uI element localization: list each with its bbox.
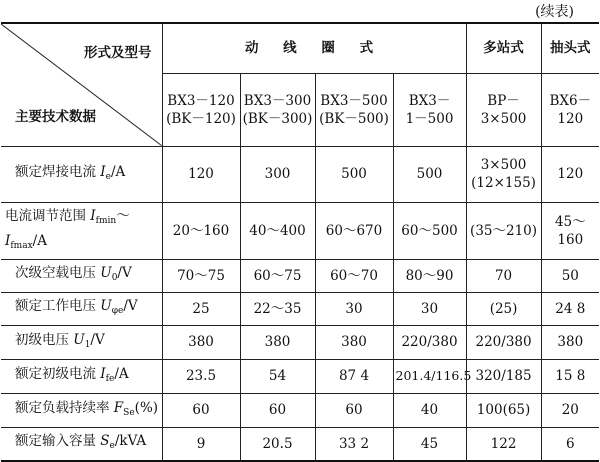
- value-cell: 60～500: [393, 202, 466, 259]
- value-cell: 6: [541, 427, 599, 461]
- value-cell: 54: [240, 359, 315, 393]
- value-cell: 500: [315, 146, 393, 202]
- value-cell: 87 4: [315, 359, 393, 393]
- row-label: 额定初级电流 $I_{fe}/A$: [1, 359, 162, 393]
- table-row: [1, 427, 599, 461]
- model-cell: [240, 73, 315, 146]
- value-cell: 380: [315, 325, 393, 359]
- group-header-row: [1, 23, 599, 73]
- value-cell: 30: [393, 292, 466, 325]
- group-tapped: 抽头式: [541, 23, 599, 73]
- value-cell: 60: [162, 393, 240, 427]
- model-line1: BP－: [487, 92, 520, 109]
- row-label: 额定焊接电流 $I_e/A$: [1, 146, 162, 202]
- row-label: 额定输入容量 $S_e$/kVA: [1, 427, 162, 461]
- value-cell: 300: [240, 146, 315, 202]
- corner-bottom-label: 主要技术数据: [15, 108, 96, 125]
- row-label: 次级空载电压 $U_0/V$: [1, 259, 162, 292]
- value-cell: 33 2: [315, 427, 393, 461]
- value-cell: 50: [541, 259, 599, 292]
- model-cell: [315, 73, 393, 146]
- model-line1: BX6－: [549, 92, 592, 109]
- corner-header-cell: [1, 23, 162, 146]
- table-row: [1, 325, 599, 359]
- value-cell: 40: [393, 393, 466, 427]
- model-cell: [541, 73, 599, 146]
- value-cell: 120: [162, 146, 240, 202]
- welder-spec-table: [1, 22, 599, 462]
- value-cell: 70～75: [162, 259, 240, 292]
- group-moving-coil: 动 线 圈 式: [162, 23, 466, 73]
- model-line1: BX3－120: [167, 92, 235, 109]
- value-cell: 60: [240, 393, 315, 427]
- model-line2: (BK－120): [166, 110, 236, 127]
- value-cell: 122: [466, 427, 541, 461]
- model-line1: BX3－500: [320, 92, 388, 109]
- value-cell: 20.5: [240, 427, 315, 461]
- value-cell: 30: [315, 292, 393, 325]
- value-cell: 15 8: [541, 359, 599, 393]
- model-line1: BX3－: [408, 92, 451, 109]
- value-cell: 60: [315, 393, 393, 427]
- value-cell: 120: [541, 146, 599, 202]
- value-cell: 60～70: [315, 259, 393, 292]
- row-label: 额定工作电压 $U_{\varphi e}/V$: [1, 292, 162, 325]
- value-cell: 20～160: [162, 202, 240, 259]
- value-cell: 40～400: [240, 202, 315, 259]
- value-cell: 45～160: [541, 202, 599, 259]
- model-cell: [466, 73, 541, 146]
- model-cell: [162, 73, 240, 146]
- value-cell: 24 8: [541, 292, 599, 325]
- group-multi-station: 多站式: [466, 23, 541, 73]
- value-cell: 20: [541, 393, 599, 427]
- value-cell: 70: [466, 259, 541, 292]
- table-row: [1, 292, 599, 325]
- corner-top-label: 形式及型号: [84, 45, 152, 61]
- value-cell: (35～210): [466, 202, 541, 259]
- row-label: 初级电压 $U_1/V$: [1, 325, 162, 359]
- value-cell: 380: [541, 325, 599, 359]
- table-row: [1, 359, 599, 393]
- model-line2: (BK－300): [242, 110, 313, 127]
- model-line2: 3×500: [480, 110, 527, 127]
- value-cell: 220/380: [466, 325, 541, 359]
- value-cell: 60～75: [240, 259, 315, 292]
- table-row: [1, 202, 599, 259]
- value-cell: 23.5: [162, 359, 240, 393]
- continued-label: (续表): [535, 4, 574, 20]
- value-cell: 60～670: [315, 202, 393, 259]
- model-line2: (BK－500): [319, 110, 389, 127]
- model-line2: 1－500: [405, 110, 454, 127]
- value-cell: 380: [162, 325, 240, 359]
- model-line2: 120: [557, 110, 584, 127]
- model-cell: [393, 73, 466, 146]
- model-line1: BX3－300: [243, 92, 312, 109]
- row-label: 电流调节范围 $I_{fmin}\sim$ $I_{fmax}/A$: [1, 202, 162, 259]
- value-cell: 80～90: [393, 259, 466, 292]
- table-row: [1, 259, 599, 292]
- value-cell: 22～35: [240, 292, 315, 325]
- value-cell: 380: [240, 325, 315, 359]
- value-cell: 201.4/116.5: [393, 359, 466, 393]
- row-label: 额定负载持续率 $F_{Se}(\%)$: [1, 393, 162, 427]
- value-cell: 3×500 (12×155): [466, 146, 541, 202]
- value-cell: 500: [393, 146, 466, 202]
- table-row: [1, 146, 599, 202]
- table-row: [1, 393, 599, 427]
- value-cell: 100(65): [466, 393, 541, 427]
- diagonal-line: [1, 24, 162, 146]
- value-cell: 9: [162, 427, 240, 461]
- value-cell: (25): [466, 292, 541, 325]
- value-cell: 220/380: [393, 325, 466, 359]
- value-cell: 25: [162, 292, 240, 325]
- value-cell: 320/185: [466, 359, 541, 393]
- value-cell: 45: [393, 427, 466, 461]
